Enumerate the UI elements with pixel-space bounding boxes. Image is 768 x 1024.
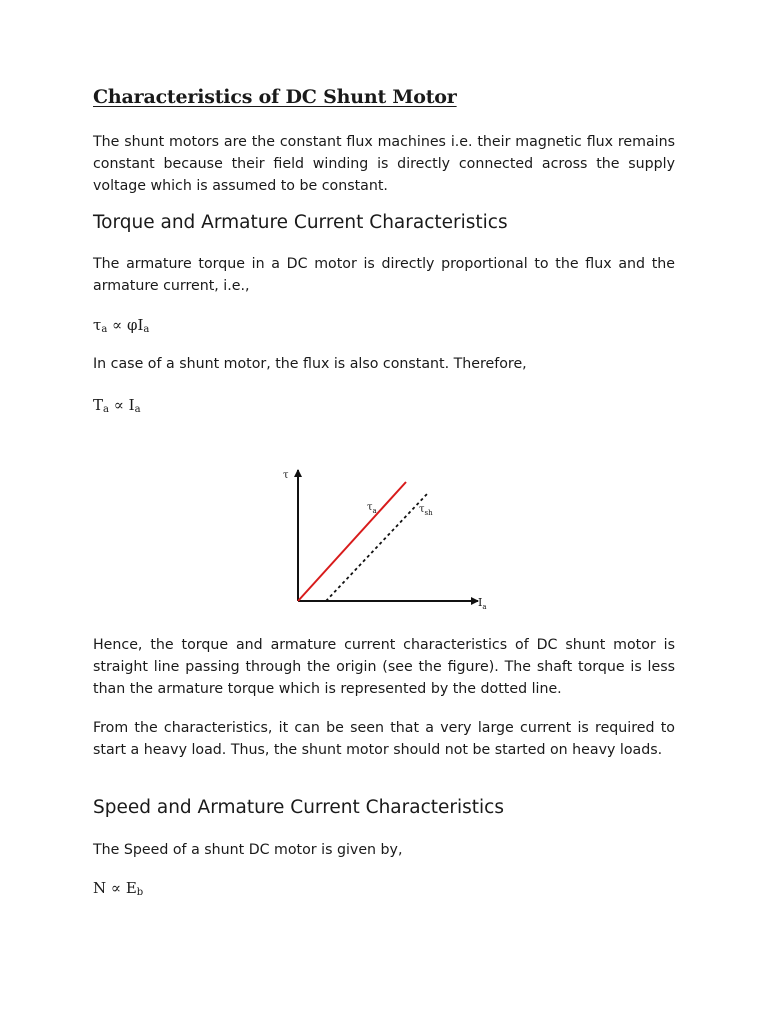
torque-paragraph-2: In case of a shunt motor, the flux is also constant. Therefore, [93, 356, 527, 372]
torque-current-figure [280, 462, 495, 617]
page-title: Characteristics of DC Shunt Motor [93, 86, 457, 108]
intro-paragraph: The shunt motors are the constant flux machines i.e. their magnetic flux remains constant because their field winding is directly connected across the supply voltage which is assumed to be constant. [93, 134, 675, 194]
torque-paragraph-4: From the characteristics, it can be seen that a very large current is required to start a heavy load. Thus, the shunt motor should not be started on heavy loads. [93, 720, 675, 758]
torque-paragraph-1: The armature torque in a DC motor is directly proportional to the flux and the armature current, i.e., [93, 256, 675, 294]
y-axis-label: τ [283, 470, 289, 481]
speed-formula: $N \propto E_b$ [93, 879, 144, 898]
torque-section-heading: Torque and Armature Current Characteristics [93, 212, 508, 233]
torque-paragraph-3: Hence, the torque and armature current characteristics of DC shunt motor is straight line passing through the origin (see the figure). The shaft torque is less than the armature torque which is represented by the dotted line. [93, 637, 675, 697]
shaft-torque-label: $\tau_{sh}$ [419, 504, 433, 517]
x-axis-label: $I_a$ [478, 596, 487, 611]
armature-torque-label: $\tau_a$ [367, 502, 377, 515]
torque-formula-2: $T_a \propto I_a$ [93, 396, 141, 415]
speed-section-heading: Speed and Armature Current Characteristics [93, 797, 504, 818]
armature-torque-line [298, 482, 406, 601]
torque-formula-1: $\tau_a \propto \varphi I_a$ [93, 316, 150, 335]
speed-paragraph-1: The Speed of a shunt DC motor is given by, [93, 842, 403, 858]
